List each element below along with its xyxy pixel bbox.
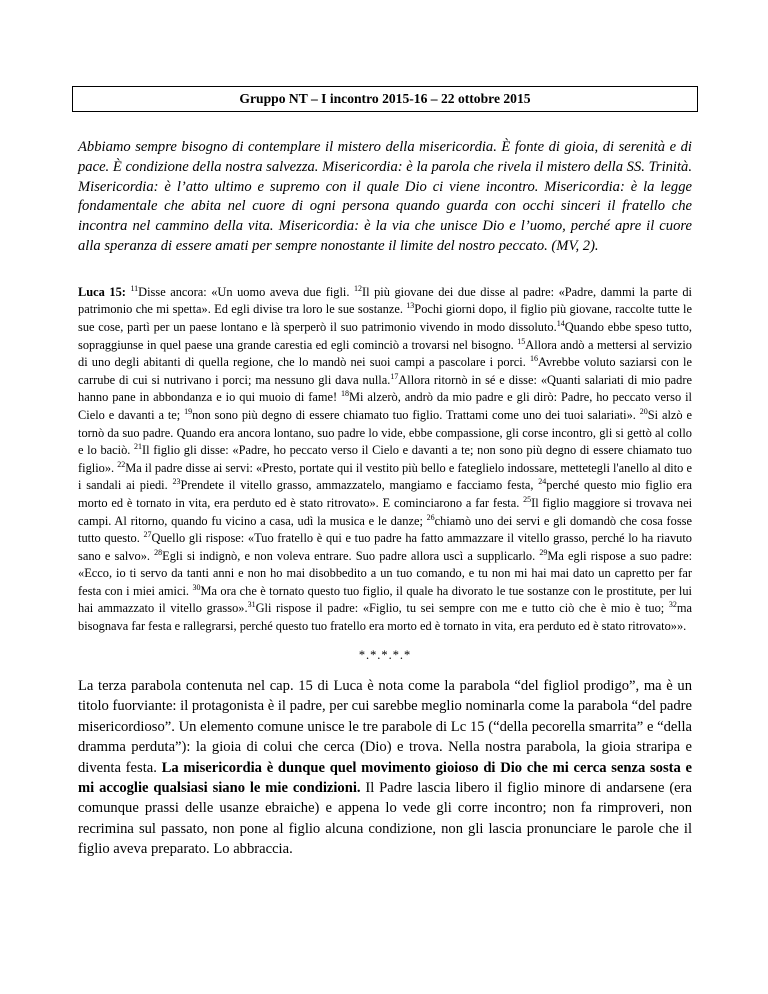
verse-text: Egli si indignò, e non voleva entrare. Suo padre allora uscì a supplicarlo. bbox=[162, 548, 540, 563]
verse-number: 13 bbox=[406, 301, 415, 311]
verse-number: 12 bbox=[353, 283, 362, 293]
verse-text: Ma il padre disse ai servi: «Presto, portate qui il vestito più bello e fateglielo indossare, mettetegli l'anello al dito e i sandali ai piedi. bbox=[78, 460, 692, 493]
verse-number: 21 bbox=[134, 442, 143, 452]
verse-number: 19 bbox=[184, 406, 193, 416]
verse-number: 22 bbox=[117, 459, 126, 469]
document-title bbox=[72, 86, 698, 112]
document-page bbox=[78, 86, 692, 874]
verse-number: 31 bbox=[247, 600, 256, 610]
verse-number: 24 bbox=[538, 477, 547, 487]
commentary-text-2: Il Padre lascia libero il figlio minore di andarsene (era comunque prassi delle usanze ebraiche) e appena lo vede gli corre incontro; non fa rimproveri, non recrimina sul passato, non pone al figlio alcuna condizione, non gli lascia pronunciare le parole che il figlio aveva preparato. Lo abbraccia. bbox=[78, 780, 692, 858]
verse-number: 17 bbox=[390, 371, 399, 381]
verse-text: Allora andò a mettersi al servizio di uno degli abitanti di quella regione, che lo mandò nei suoi campi a pascolare i porci. bbox=[78, 337, 692, 370]
intro-paragraph: Abbiamo sempre bisogno di contemplare il mistero della misericordia. È fonte di gioia, di serenità e di pace. È condizione della nostra salvezza. Misericordia: è la parola che rivela il mistero della SS. Trinità. Misericordia: è l’atto ultimo e supremo con il quale Dio ci viene incontro. Misericordia: è la legge fondamentale che abita nel cuore di ogni persona quando guarda con occhi sinceri il fratello che incontra nel cammino della vita. Misericordia: è la via che unisce Dio e l’uomo, perché apre il cuore alla speranza di essere amati per sempre nonostante il limite del nostro peccato. (MV, 2). bbox=[78, 139, 692, 254]
verse-number: 25 bbox=[523, 494, 532, 504]
verse-text: Quando ebbe speso tutto, sopraggiunse in quel paese una grande carestia ed egli cominciò a trovarsi nel bisogno. bbox=[78, 319, 692, 352]
commentary-paragraph bbox=[78, 676, 692, 860]
verse-text: Mi alzerò, andrò da mio padre e gli dirò: Padre, ho peccato verso il Cielo e davanti a te; bbox=[78, 390, 692, 422]
verse-text: Prendete il vitello grasso, ammazzatelo, mangiamo e facciamo festa, bbox=[180, 478, 539, 493]
verse-text: perché questo mio figlio era morto ed è tornato in vita, era perduto ed è stato ritrovato». E cominciarono a far festa. bbox=[78, 478, 692, 510]
verse-text: Quello gli rispose: «Tuo fratello è qui e tuo padre ha fatto ammazzare il vitello grasso, perché lo ha riavuto sano e salvo». bbox=[78, 531, 692, 563]
commentary-emphasis: La misericordia è dunque quel movimento gioioso di Dio che mi cerca senza sosta e mi accoglie qualsiasi siano le mie condizioni. bbox=[78, 759, 693, 797]
verse-number: 20 bbox=[639, 406, 648, 416]
verse-text: Pochi giorni dopo, il figlio più giovane, raccolte tutte le sue cose, partì per un paese lontano e là sperperò il suo patrimonio vivendo in modo dissoluto. bbox=[78, 302, 693, 334]
verse-text: Disse ancora: «Un uomo aveva due figli. bbox=[138, 284, 354, 299]
gospel-passage bbox=[78, 284, 692, 636]
verse-number: 14 bbox=[556, 318, 565, 328]
verse-number: 15 bbox=[517, 336, 526, 346]
commentary-text-1: La terza parabola contenuta nel cap. 15 di Luca è nota come la parabola “del figliol prodigo”, ma è un titolo fuorviante: il protagonista è il padre, per cui sarebbe meglio nominarla come la parabola “del padre misericordioso”. Un elemento comune unisce le tre parabole di Lc 15 (“della pecorella smarrita” e “della dramma perduta”): la gioia di colui che cerca (Dio) e trova. Nella nostra parabola, la gioia straripa e diventa festa. bbox=[78, 678, 692, 776]
verse-number: 29 bbox=[539, 547, 548, 557]
verse-number: 28 bbox=[154, 547, 163, 557]
verse-text: Il figlio gli disse: «Padre, ho peccato verso il Cielo e davanti a te; non sono più degno di essere chiamato tuo figlio». bbox=[78, 443, 692, 475]
verse-text: non sono più degno di essere chiamato tuo figlio. Trattami come uno dei tuoi salariati». bbox=[192, 407, 640, 422]
verse-number: 18 bbox=[341, 389, 350, 399]
verse-text: Ma egli rispose a suo padre: «Ecco, io ti servo da tanti anni e non ho mai disobbedito a un tuo comando, e tu non mi hai mai dato un capretto per far festa con i miei amici. bbox=[78, 548, 693, 598]
verse-number: 32 bbox=[668, 600, 677, 610]
verse-text: chiamò uno dei servi e gli domandò che cosa fosse tutto questo. bbox=[78, 513, 692, 546]
verse-text: Avrebbe voluto saziarsi con le carrube di cui si nutrivano i porci; ma nessuno gli dava nulla. bbox=[78, 355, 692, 387]
verse-number: 27 bbox=[143, 530, 152, 540]
verse-number: 11 bbox=[130, 283, 139, 293]
verse-number: 26 bbox=[426, 512, 435, 522]
verse-text: Il figlio maggiore si trovava nei campi. Al ritorno, quando fu vicino a casa, udì la musica e le danze; bbox=[78, 495, 693, 528]
verse-number: 23 bbox=[172, 477, 181, 487]
title-text: Gruppo NT – I incontro 2015-16 – 22 ottobre 2015 bbox=[239, 91, 531, 106]
verse-text: Gli rispose il padre: «Figlio, tu sei sempre con me e tutto ciò che è mio è tuo; bbox=[255, 601, 669, 616]
verse-text: Si alzò e tornò da suo padre. Quando era ancora lontano, suo padre lo vide, ebbe compassione, gli corse incontro, gli si gettò al collo e lo baciò. bbox=[78, 407, 693, 458]
gospel-reference: Luca 15: bbox=[78, 284, 126, 299]
verse-number: 30 bbox=[192, 582, 201, 592]
section-separator: *.*.*.*.* bbox=[358, 648, 412, 663]
verse-text: Ma ora che è tornato questo tuo figlio, il quale ha divorato le tue sostanze con le prostitute, per lui hai ammazzato il vitello grasso». bbox=[78, 583, 692, 616]
verse-text: Allora ritornò in sé e disse: «Quanti salariati di mio padre hanno pane in abbondanza e io qui muoio di fame! bbox=[78, 372, 692, 405]
verse-text: Il più giovane dei due disse al padre: «Padre, dammi la parte di patrimonio che mi spetta». Ed egli divise tra loro le sue sostanze. bbox=[78, 284, 692, 317]
verse-number: 16 bbox=[529, 354, 538, 364]
verse-text: ma bisognava far festa e rallegrarsi, perché questo tuo fratello era morto ed è tornato in vita, era perduto ed è stato ritrovato»». bbox=[78, 601, 692, 634]
